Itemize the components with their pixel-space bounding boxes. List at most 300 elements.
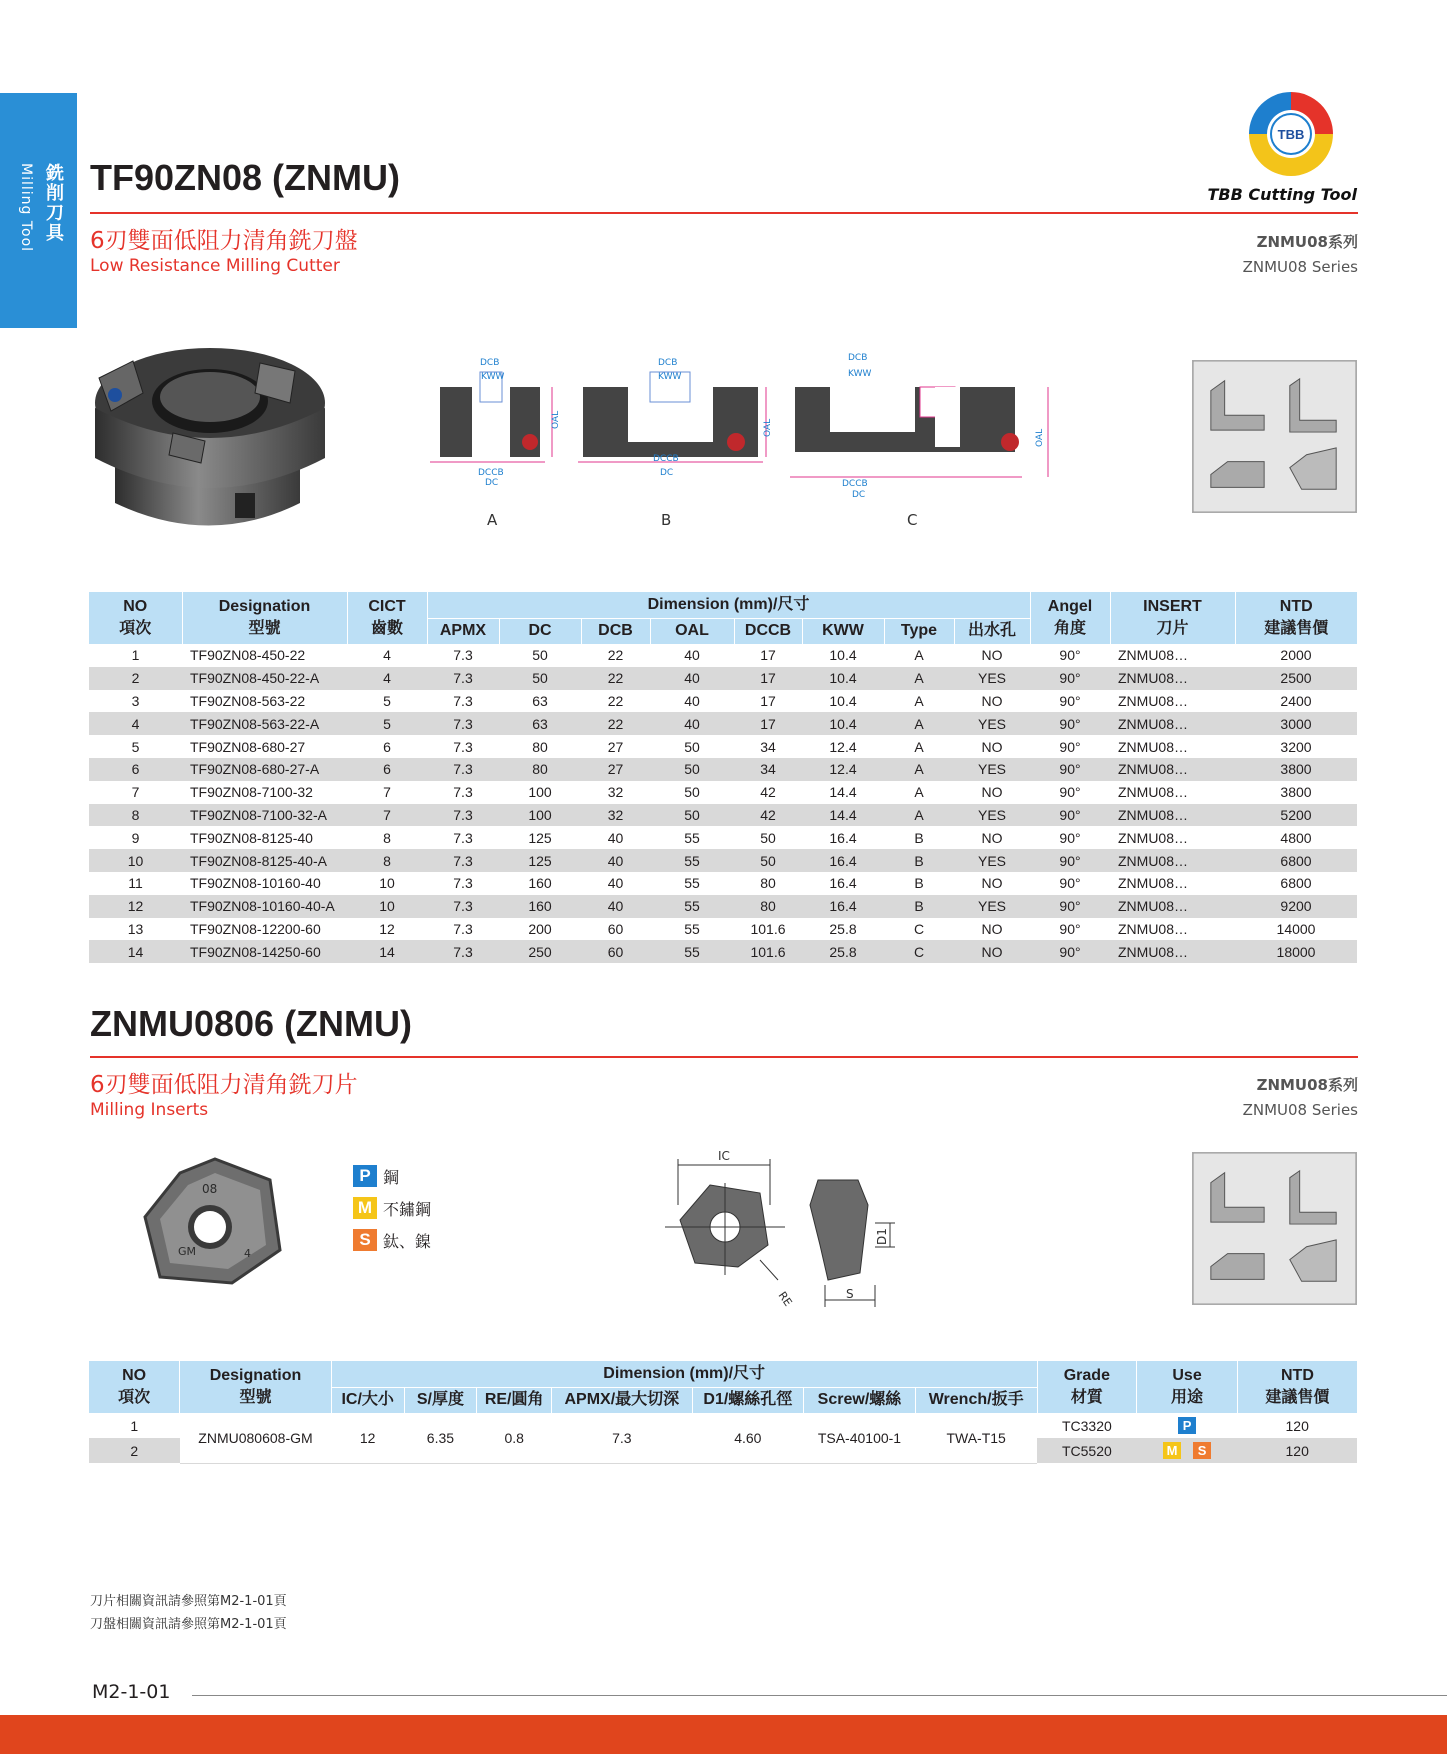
cell-type: B [914,875,924,892]
cell-dcb: 60 [581,940,650,963]
cell-dccb: 42 [734,804,802,827]
cell-dc: 100 [499,804,581,827]
cell-apmx: 7.3 [453,647,473,664]
brand-name: TBB Cutting Tool [1207,185,1357,204]
table-row: 2 TC5520 M S 120 [89,1438,1357,1463]
cell-ntd: 3800 [1235,758,1357,781]
cell-no: 13 [127,920,144,937]
cell-dc: 160 [528,875,552,892]
table-row [89,690,1357,713]
cell-ntd: 14000 [1276,920,1316,937]
cell-designation: TF90ZN08-563-22-A [182,712,347,735]
cell-insert: ZNMU08… [1110,804,1235,827]
cell-type: A [884,667,954,690]
cell-apmx: 7.3 [427,712,499,735]
cell-dc: 80 [499,758,581,781]
cell-dc: 63 [499,712,581,735]
cell-type: C [913,920,925,937]
cell-type: A [914,692,924,709]
cell-angel: 90° [1030,804,1110,827]
cell-no: 1 [131,647,140,664]
cutter-subtitle-en: Low Resistance Milling Cutter [90,256,340,276]
cell-angel: 90° [1059,738,1081,755]
col-ntd: NTD 建議售價 [1235,592,1357,644]
cell-apmx: 7.3 [427,758,499,781]
cell-apmx: 7.3 [427,667,499,690]
cell-apmx: 7.3 [453,875,473,892]
insert-col-ntd: NTD 建議售價 [1237,1361,1357,1413]
cell-dcb: 40 [607,875,624,892]
svg-text:DCCB: DCCB [478,468,504,478]
side-category-tab [0,93,77,328]
insert-designation-cell: ZNMU080608-GM [180,1413,332,1463]
cell-oal: 55 [650,895,734,918]
table-row [89,918,1357,941]
footer-bar [0,1715,1447,1754]
table-row [89,667,1357,690]
cell-cict: 6 [347,758,427,781]
cell-cict: 10 [379,875,395,892]
table-row [89,781,1357,804]
insert-series-en: ZNMU08 Series [1242,1101,1358,1119]
logo-mark-text: TBB [1277,127,1305,142]
cell-kww: 14.4 [802,804,884,827]
cell-kww: 12.4 [802,758,884,781]
cell-designation: TF90ZN08-12200-60 [190,920,321,937]
cutter-section-title: TF90ZN08 (ZNMU) [90,157,401,198]
table-row [89,872,1357,895]
cell-angel: 90° [1059,829,1081,846]
cell-dcb: 27 [607,738,624,755]
insert-col-d1: D1/螺絲孔徑 [692,1387,804,1413]
cell-ntd: 3200 [1280,738,1312,755]
col-insert: INSERT 刀片 [1110,592,1235,644]
col-cict: CICT 齒數 [347,592,427,644]
svg-text:OAL: OAL [551,410,561,429]
page-number: M2-1-01 [92,1681,171,1703]
cell-dc: 63 [532,692,548,709]
svg-text:08: 08 [202,1182,218,1196]
insert-col-no: NO 項次 [89,1361,180,1413]
cell-coolant: NO [981,920,1003,937]
footnote-cutter: 刀盤相關資訊請參照第M2-1-01頁 [90,1617,287,1632]
cell-coolant: NO [981,738,1003,755]
p-badge-icon: P [353,1165,377,1187]
cell-kww: 10.4 [829,692,857,709]
cell-oal: 40 [684,647,700,664]
cell-dccb: 50 [734,849,802,872]
cell-designation: TF90ZN08-8125-40 [190,829,313,846]
legend-item-m [353,1192,431,1224]
cell-dcb: 32 [607,784,624,801]
svg-text:IC: IC [718,1149,730,1163]
cell-dcb: 40 [581,895,650,918]
cell-dccb: 34 [734,758,802,781]
cell-coolant: YES [954,667,1030,690]
col-coolant: 出水孔 [954,618,1030,644]
cell-dc: 100 [528,784,552,801]
cell-type: A [884,804,954,827]
cell-kww: 25.8 [829,920,857,937]
cell-angel: 90° [1059,692,1081,709]
cell-ntd: 18000 [1235,940,1357,963]
insert-series-zh: ZNMU08系列 [1256,1076,1358,1094]
col-type: Type [884,618,954,644]
cell-apmx: 7.3 [427,804,499,827]
p-badge-icon: P [1178,1417,1196,1434]
cell-cict: 5 [383,692,391,709]
svg-text:4: 4 [244,1247,251,1260]
cell-dcb: 27 [581,758,650,781]
insert-col-s: S/厚度 [404,1387,477,1413]
cell-type: A [884,712,954,735]
cell-angel: 90° [1059,647,1081,664]
cell-dccb: 17 [760,692,776,709]
cell-dccb: 34 [760,738,776,755]
cell-angel: 90° [1030,895,1110,918]
cell-coolant: YES [954,804,1030,827]
cell-dccb: 17 [734,667,802,690]
cell-apmx: 7.3 [453,692,473,709]
cell-ntd: 2400 [1280,692,1312,709]
cell-type: C [884,940,954,963]
table-row [89,940,1357,963]
cell-dccb: 101.6 [750,920,786,937]
cell-kww: 10.4 [802,667,884,690]
col-dimension-group: Dimension (mm)/尺寸 [427,592,1030,618]
insert-col-apmx: APMX/最大切深 [552,1387,693,1413]
cell-dc: 50 [532,647,548,664]
material-legend [353,1160,431,1256]
cell-designation: TF90ZN08-450-22-A [182,667,347,690]
svg-text:KWW: KWW [848,369,872,379]
insert-subtitle-en: Milling Inserts [90,1100,209,1120]
cell-no: 9 [131,829,140,846]
cutter-series-en: ZNMU08 Series [1242,258,1358,276]
cell-kww: 16.4 [829,829,857,846]
use-cell [1137,1413,1238,1438]
tbb-logo-icon [1245,88,1337,180]
cell-coolant: YES [954,895,1030,918]
svg-text:DC: DC [660,468,674,478]
cell-apmx: 7.3 [453,920,473,937]
cell-coolant: NO [981,875,1003,892]
cell-designation: TF90ZN08-10160-40-A [182,895,347,918]
cell-insert: ZNMU08… [1110,712,1235,735]
cell-dccb: 80 [734,895,802,918]
legend-item-p [353,1160,431,1192]
cell-dccb: 17 [734,712,802,735]
cell-insert: ZNMU08… [1110,895,1235,918]
cell-designation: TF90ZN08-680-27 [190,738,306,755]
cell-insert: ZNMU08… [1118,920,1189,937]
cell-cict: 8 [383,829,391,846]
cell-kww: 16.4 [802,895,884,918]
svg-text:OAL: OAL [1035,428,1045,447]
svg-text:DC: DC [485,478,499,488]
application-shapes-icon [1192,360,1357,513]
cell-no: 10 [89,849,182,872]
cell-dcb: 22 [607,647,624,664]
svg-text:DCB: DCB [480,358,500,368]
insert-col-wrench: Wrench/扳手 [915,1387,1037,1413]
svg-text:S: S [846,1287,854,1301]
cell-angel: 90° [1059,920,1081,937]
cell-ntd: 6800 [1235,849,1357,872]
cell-angel: 90° [1030,849,1110,872]
cell-no: 5 [131,738,140,755]
svg-text:KWW: KWW [658,372,682,382]
footer-rule [192,1695,1447,1696]
cell-ntd: 5200 [1235,804,1357,827]
cutter-type-b-drawing [578,357,773,492]
cell-dc: 200 [528,920,552,937]
cell-apmx: 7.3 [427,849,499,872]
cell-cict: 12 [379,920,395,937]
cell-insert: ZNMU08… [1110,667,1235,690]
table-row [89,895,1357,918]
svg-text:DCB: DCB [848,353,868,363]
cell-cict: 6 [383,738,391,755]
cell-cict: 14 [347,940,427,963]
col-apmx: APMX [427,618,499,644]
table-row [89,758,1357,781]
cell-insert: ZNMU08… [1118,784,1189,801]
s-badge-icon: S [1193,1442,1211,1459]
cutter-type-a-drawing [430,357,565,492]
insert-title-rule [90,1056,1358,1058]
milling-cutter-image [85,333,335,543]
cell-apmx: 7.3 [427,895,499,918]
cell-apmx: 7.3 [453,738,473,755]
col-oal: OAL [650,618,734,644]
svg-text:OAL: OAL [763,418,773,437]
cell-coolant: NO [981,647,1003,664]
table-row [89,849,1357,872]
cell-cict: 5 [347,712,427,735]
side-tab-label-zh: 銑削刀具 [43,163,64,243]
cell-kww: 12.4 [829,738,857,755]
col-dc: DC [499,618,581,644]
insert-dimension-drawing [660,1145,910,1310]
cell-no: 14 [89,940,182,963]
col-dcb: DCB [581,618,650,644]
insert-col-ic: IC/大小 [331,1387,404,1413]
col-designation: Designation 型號 [182,592,347,644]
cutter-series-zh: ZNMU08系列 [1256,233,1358,251]
cell-cict: 4 [383,647,391,664]
cell-insert: ZNMU08… [1118,647,1189,664]
col-no: NO 項次 [89,592,182,644]
cell-type: A [914,738,924,755]
use-cell [1137,1438,1238,1463]
cell-ntd: 2500 [1235,667,1357,690]
cell-kww: 14.4 [829,784,857,801]
col-dccb: DCCB [734,618,802,644]
cell-dc: 50 [499,667,581,690]
cell-oal: 55 [684,875,700,892]
m-badge-icon: M [1163,1442,1181,1459]
cell-dc: 125 [499,849,581,872]
cell-dc: 80 [532,738,548,755]
insert-col-grade: Grade 材質 [1037,1361,1137,1413]
cell-insert: ZNMU08… [1118,829,1189,846]
cell-ntd: 3800 [1280,784,1312,801]
cell-ntd: 4800 [1280,829,1312,846]
cell-oal: 40 [650,667,734,690]
cell-kww: 16.4 [802,849,884,872]
insert-subtitle-zh: 6刃雙面低阻力清角銑刀片 [90,1072,358,1098]
insert-col-screw: Screw/螺絲 [804,1387,916,1413]
cell-type: B [884,849,954,872]
cell-dcb: 32 [581,804,650,827]
drawing-label-a: A [487,511,498,529]
milling-insert-image [140,1155,290,1290]
legend-label-m: 不鏽鋼 [383,1199,432,1219]
cell-no: 7 [131,784,140,801]
col-kww: KWW [802,618,884,644]
cell-dcb: 40 [607,829,624,846]
cell-designation: TF90ZN08-563-22 [190,692,306,709]
cell-cict: 4 [347,667,427,690]
cell-dcb: 22 [581,667,650,690]
insert-col-re: RE/圓角 [477,1387,552,1413]
cell-dccb: 80 [760,875,776,892]
cell-coolant: NO [954,940,1030,963]
cell-oal: 55 [684,920,700,937]
cell-apmx: 7.3 [427,940,499,963]
legend-item-s [353,1224,431,1256]
cell-insert: ZNMU08… [1118,875,1189,892]
cell-coolant: NO [981,829,1003,846]
cell-insert: ZNMU08… [1110,758,1235,781]
drawing-label-b: B [661,511,672,529]
svg-text:DCB: DCB [658,358,678,368]
svg-text:RE: RE [775,1289,795,1309]
cell-angel: 90° [1059,784,1081,801]
cell-insert: ZNMU08… [1118,692,1189,709]
cell-no: 6 [89,758,182,781]
cell-cict: 8 [347,849,427,872]
s-badge-icon: S [353,1229,377,1251]
cell-type: A [914,647,924,664]
cell-oal: 55 [684,829,700,846]
cell-kww: 10.4 [829,647,857,664]
cell-type: B [884,895,954,918]
cell-coolant: YES [954,849,1030,872]
cell-coolant: NO [981,784,1003,801]
insert-section-title: ZNMU0806 (ZNMU) [90,1003,413,1044]
cell-designation: TF90ZN08-7100-32-A [182,804,347,827]
drawing-label-c: C [907,511,918,529]
cell-oal: 40 [684,692,700,709]
cell-designation: TF90ZN08-450-22 [190,647,306,664]
cell-no: 8 [89,804,182,827]
cell-ntd: 3000 [1235,712,1357,735]
cell-insert: ZNMU08… [1110,849,1235,872]
insert-col-dimension-group: Dimension (mm)/尺寸 [331,1361,1037,1387]
cell-dc: 250 [499,940,581,963]
svg-text:DCCB: DCCB [842,479,868,489]
cell-dccb: 17 [760,647,776,664]
cell-angel: 90° [1030,667,1110,690]
cell-ntd: 9200 [1235,895,1357,918]
cell-dccb: 50 [760,829,776,846]
footnote-insert: 刀片相關資訊請參照第M2-1-01頁 [90,1594,287,1609]
cell-type: B [914,829,924,846]
cell-oal: 40 [650,712,734,735]
cell-cict: 7 [383,784,391,801]
cell-no: 12 [89,895,182,918]
cell-dcb: 60 [607,920,624,937]
legend-label-p: 鋼 [383,1167,400,1187]
svg-text:D1: D1 [875,1228,889,1245]
cutter-title-rule [90,212,1358,214]
cell-no: 3 [131,692,140,709]
cell-oal: 50 [650,758,734,781]
cutter-subtitle-zh: 6刃雙面低阻力清角銑刀盤 [90,228,358,254]
cell-kww: 16.4 [829,875,857,892]
application-shapes-icon-2 [1192,1152,1357,1305]
cutter-table-body [89,644,1357,963]
cell-no: 11 [128,875,143,892]
cell-oal: 55 [650,940,734,963]
m-badge-icon: M [353,1197,377,1219]
cell-dcb: 22 [581,712,650,735]
cell-designation: TF90ZN08-10160-40 [190,875,321,892]
cell-coolant: YES [954,758,1030,781]
cell-oal: 50 [650,804,734,827]
cell-dc: 125 [528,829,552,846]
insert-spec-table [89,1361,1357,1464]
cell-insert: ZNMU08… [1118,738,1189,755]
cell-oal: 50 [684,738,700,755]
cell-no: 2 [89,667,182,690]
table-row [89,712,1357,735]
table-row [89,735,1357,758]
cell-cict: 10 [347,895,427,918]
insert-table-body [89,1413,1357,1463]
cell-angel: 90° [1059,875,1081,892]
cell-oal: 55 [650,849,734,872]
cell-designation: TF90ZN08-14250-60 [182,940,347,963]
cell-cict: 7 [347,804,427,827]
cell-kww: 10.4 [802,712,884,735]
cell-designation: TF90ZN08-8125-40-A [182,849,347,872]
cell-no: 4 [89,712,182,735]
cell-ntd: 6800 [1280,875,1312,892]
svg-text:DCCB: DCCB [653,454,679,464]
cell-oal: 50 [684,784,700,801]
side-tab-label-en: Milling Tool [18,163,34,253]
svg-text:KWW: KWW [481,372,505,382]
cell-type: A [914,784,924,801]
cell-dccb: 101.6 [734,940,802,963]
cell-kww: 25.8 [802,940,884,963]
svg-text:DC: DC [852,490,866,500]
insert-col-designation: Designation 型號 [180,1361,332,1413]
cell-dccb: 42 [760,784,776,801]
cell-dc: 160 [499,895,581,918]
insert-col-use: Use 用途 [1137,1361,1238,1413]
cell-angel: 90° [1030,712,1110,735]
svg-text:GM: GM [178,1245,197,1258]
cell-dcb: 40 [581,849,650,872]
table-row [89,826,1357,849]
cell-angel: 90° [1030,758,1110,781]
cutter-spec-table [89,592,1357,963]
cell-insert: ZNMU08… [1110,940,1235,963]
